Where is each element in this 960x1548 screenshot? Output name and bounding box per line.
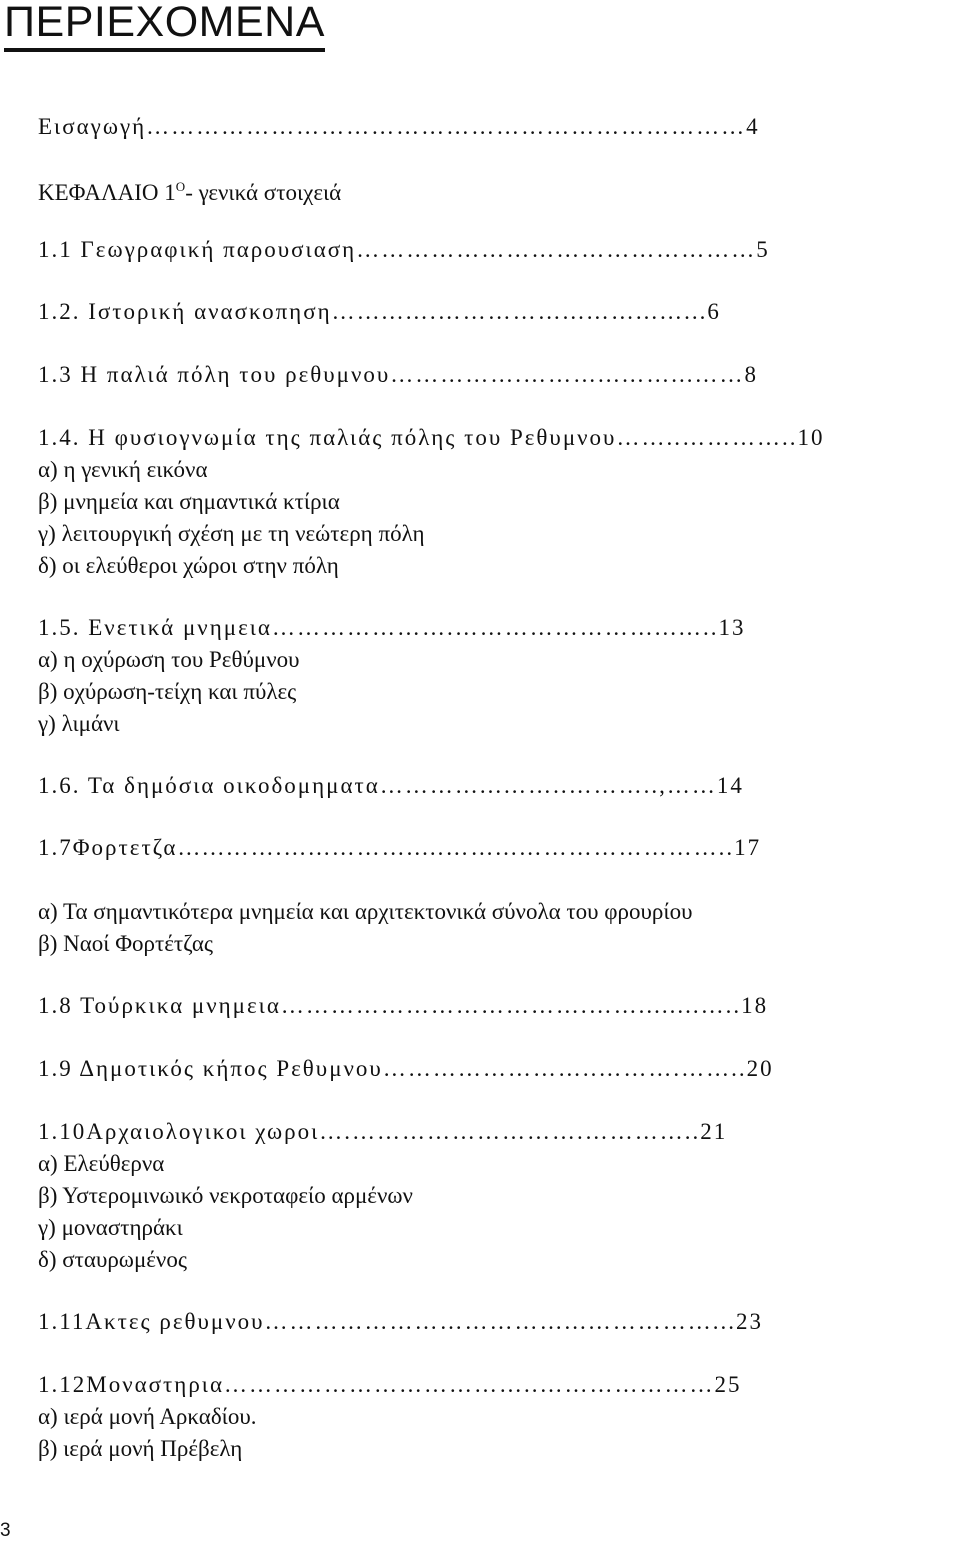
toc-entry-s1-7b (38, 929, 213, 959)
toc-entry-text: ΚΕΦΑΛΑΙΟ 1 (38, 180, 176, 205)
toc-entry-text: 1.8 Τούρκικα μνημεια……………………………….……........…..18 (38, 993, 769, 1018)
toc-entry-text: β) ιερά μονή Πρέβελη (38, 1436, 243, 1461)
toc-entry-text: α) Ελεύθερνα (38, 1151, 165, 1176)
toc-entry-s1-4c (38, 519, 425, 549)
toc-entry-text: α) η γενική εικόνα (38, 457, 208, 482)
toc-entry-s1-11 (38, 1307, 960, 1337)
toc-entry-s1-12a (38, 1402, 257, 1432)
toc-entry-s1-10 (38, 1117, 960, 1147)
toc-entry-text: γ) λειτουργική σχέση με τη νεώτερη πόλη (38, 521, 425, 546)
toc-entry-text: 1.3 Η παλιά πόλη του ρεθυμνου…………….………...……...……8 (38, 362, 759, 387)
toc-entry-text: α) η οχύρωση του Ρεθύμνου (38, 647, 300, 672)
toc-entry-text: 1.12Μοναστηρια………………………………..…………………25 (38, 1372, 742, 1397)
toc-entry-s1-2 (38, 297, 960, 327)
toc-entry-intro (38, 112, 960, 142)
toc-entry-text: α) Τα σημαντικότερα μνημεία και αρχιτεκτονικά σύνολα του φρουρίου (38, 899, 693, 924)
toc-entry-chapter1 (38, 172, 341, 208)
page-number: 3 (0, 1520, 11, 1541)
toc-entry-s1-5 (38, 613, 960, 643)
toc-entry-s1-4 (38, 423, 960, 453)
toc-entry-text: α) ιερά μονή Αρκαδίου. (38, 1404, 257, 1429)
toc-entry-s1-4a (38, 455, 208, 485)
toc-entry-s1-4d (38, 551, 339, 581)
toc-entry-s1-5a (38, 645, 299, 675)
toc-entry-text: γ) λιμάνι (38, 711, 120, 736)
toc-entry-text: 1.10Αρχαιολογικοι χωροι….……………………….…………..21 (38, 1119, 728, 1144)
toc-entry-text: β) μνημεία και σημαντικά κτίρια (38, 489, 340, 514)
toc-entry-text: δ) σταυρωμένος (38, 1247, 187, 1272)
toc-entry-text: 1.6. Τα δημόσια οικοδομηματα…………...……..………..,……14 (38, 773, 744, 798)
toc-entry-text: Εισαγωγή………………………………………………………………4 (38, 114, 760, 139)
superscript: Ο (175, 179, 186, 194)
toc-entry-s1-12 (38, 1370, 960, 1400)
toc-entry-suffix: - γενικά στοιχειά (185, 180, 342, 205)
page-title: ΠΕΡΙΕΧΟΜΕΝΑ (4, 0, 325, 52)
toc-entry-s1-12b (38, 1434, 242, 1464)
toc-entry-text: 1.7Φορτετζα…...…….…...……….....……...……………………..17 (38, 835, 762, 860)
toc-entry-s1-3 (38, 360, 960, 390)
toc-entry-s1-5b (38, 677, 296, 707)
toc-entry-s1-10b (38, 1181, 413, 1211)
toc-entry-s1-10a (38, 1149, 164, 1179)
toc-entry-text: δ) οι ελεύθεροι χώροι στην πόλη (38, 553, 339, 578)
toc-entry-s1-9 (38, 1054, 960, 1084)
toc-entry-text: β) οχύρωση-τείχη και πύλες (38, 679, 297, 704)
toc-entry-text: 1.1 Γεωγραφική παρουσιαση…………………………………………5 (38, 237, 770, 262)
toc-entry-s1-4b (38, 487, 340, 517)
toc-entry-text: 1.9 Δημοτικός κήπος Ρεθυμνου……………………..……….……..20 (38, 1056, 774, 1081)
toc-entry-s1-7 (38, 833, 960, 863)
toc-entry-text: γ) μοναστηράκι (38, 1215, 183, 1240)
toc-entry-s1-6 (38, 771, 960, 801)
toc-entry-text: 1.5. Ενετικά μνημεια………………….……………………...…..13 (38, 615, 746, 640)
toc-entry-s1-10c (38, 1213, 183, 1243)
toc-entry-s1-8 (38, 991, 960, 1021)
toc-entry-text: 1.2. Ιστορική ανασκοπηση……...….……………...……...…...6 (38, 299, 721, 324)
toc-entry-s1-1 (38, 235, 960, 265)
toc-entry-text: β) Υστερομινωικό νεκροταφείο αρμένων (38, 1183, 413, 1208)
toc-entry-s1-5c (38, 709, 120, 739)
toc-entry-text: 1.4. Η φυσιογνωμία της παλιάς πόλης του Ρεθυμνου……..…………..10 (38, 425, 825, 450)
toc-entry-s1-10d (38, 1245, 187, 1275)
toc-entry-text: 1.11Ακτες ρεθυμνου………………………………...……………...23 (38, 1309, 764, 1334)
toc-entry-text: β) Ναοί Φορτέτζας (38, 931, 213, 956)
toc-entry-s1-7a (38, 897, 692, 927)
